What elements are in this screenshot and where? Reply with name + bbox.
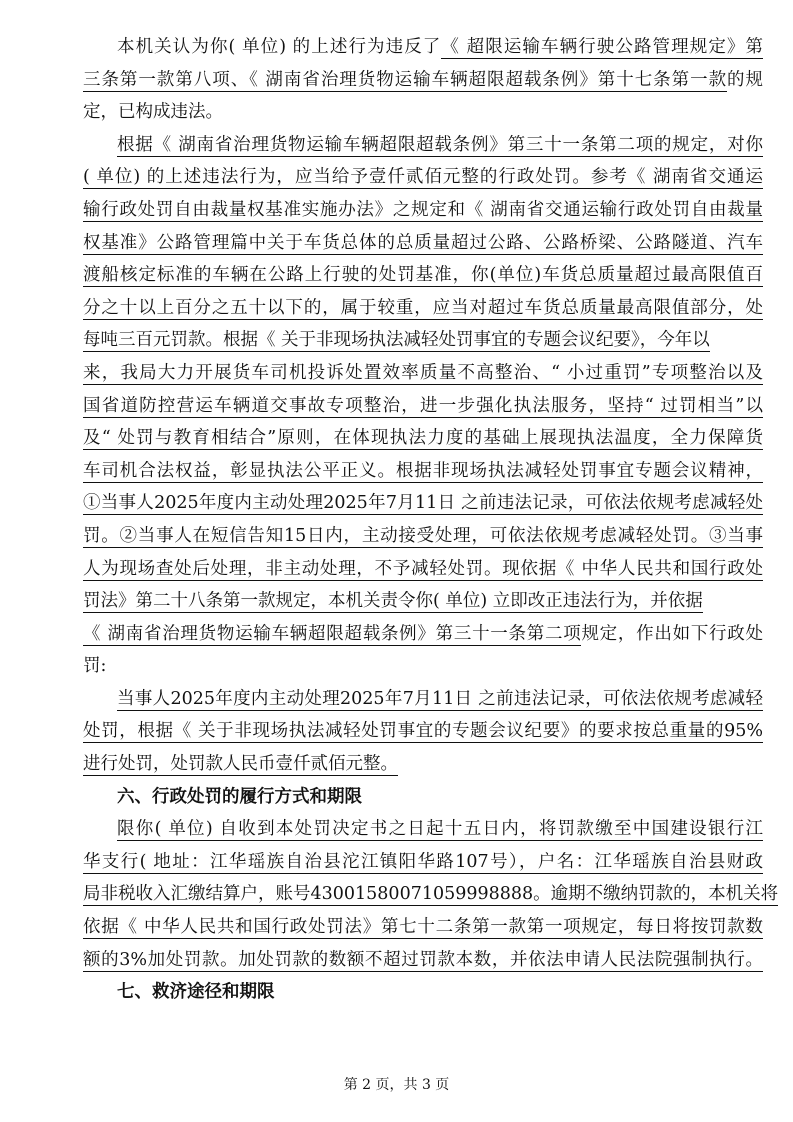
text-line [83, 911, 763, 944]
section-heading [83, 976, 763, 1009]
text-line [83, 96, 763, 129]
underlined-text: ( 单位) 的上述违法行为，应当给予壹仟贰佰元整的行政处罚。参考《 湖南省交通运 [83, 167, 763, 188]
text-line [83, 227, 763, 260]
underlined-text: 处罚，根据《 关于非现场执法减轻处罚事宜的专题会议纪要》的要求按总重量的95% [83, 721, 763, 742]
text-line [83, 292, 763, 325]
underlined-text: 根据《 湖南省治理货物运输车辆超限超载条例》第三十一条第二项的规定，对你 [117, 134, 763, 155]
underlined-text: 进行处罚，处罚款人民币壹仟贰佰元整。 [83, 754, 398, 775]
text-line [83, 422, 763, 455]
text-line [83, 878, 779, 911]
text-line [83, 813, 763, 846]
text-segment: 七、救济途径和期限 [117, 982, 275, 1003]
underlined-text: 罚法》第二十八条第一款规定，本机关责令你( 单位) 立即改正违法行为，并依据 [83, 591, 703, 612]
text-line [83, 520, 763, 553]
underlined-text: 分之十以上百分之五十以下的，属于较重，应当对超过车货总质量最高限值部分，处 [83, 297, 763, 318]
underlined-text: 每吨三百元罚款。根据《 关于非现场执法减轻处罚事宜的专题会议纪要》，今年以 [83, 330, 710, 351]
underlined-text: 国省道防控营运车辆道交事故专项整治，进一步强化执法服务，坚持“ 过罚相当”以 [83, 395, 763, 416]
underlined-text: 限你( 单位) 自收到本处罚决定书之日起十五日内，将罚款缴至中国建设银行江 [117, 819, 763, 840]
text-segment: 定，已构成违法。 [83, 102, 223, 123]
underlined-text: 华支行( 地址：江华瑶族自治县沱江镇阳华路107号），户名：江华瑶族自治县财政 [83, 851, 763, 872]
text-line [83, 161, 763, 194]
text-line [83, 129, 763, 162]
text-line [83, 259, 763, 292]
text-line [83, 748, 763, 781]
text-line [83, 64, 763, 97]
text-line [83, 585, 763, 618]
underlined-text: 输行政处罚自由裁量权基准实施办法》之规定和《 湖南省交通运输行政处罚自由裁量 [83, 199, 763, 220]
underlined-text: 局非税收入汇缴结算户，账号43001580071059998888。逾期不缴纳罚款的，本机关将 [83, 884, 779, 905]
underlined-text: 依据《 中华人民共和国行政处罚法》第七十二条第一款第一项规定，每日将按罚款数 [83, 917, 763, 938]
text-line [83, 715, 763, 748]
underlined-text: 人为现场查处后处理，非主动处理，不予减轻处罚。 [83, 558, 503, 579]
underlined-text: 罚。②当事人在短信告知15日内，主动接受处理，可依法依规考虑减轻处罚。③当事 [83, 525, 763, 546]
underlined-text: 现依据《 中华人民共和国行政处 [502, 558, 764, 579]
text-line [83, 944, 763, 977]
underlined-text: ①当事人2025年度内主动处理2025年7月11日 之前违法记录，可依法依规考虑减轻处 [83, 493, 763, 514]
text-line [83, 553, 763, 586]
text-segment: 规定，作出如下行政处 [581, 623, 764, 644]
underlined-text: 《 超限运输车辆行驶公路管理规定》第 [441, 37, 764, 57]
underlined-text: 车司机合法权益，彰显执法公平正义。根据非现场执法减轻处罚事宜专题会议精神， [83, 460, 763, 481]
text-line [83, 455, 763, 488]
text-line [83, 324, 763, 357]
text-line [83, 618, 763, 651]
underlined-text: 渡船核定标准的车辆在公路上行驶的处罚基准，你(单位)车货总质量超过最高限值百 [83, 265, 763, 286]
text-line [83, 357, 763, 390]
underlined-text: 及“ 处罚与教育相结合”原则，在体现执法力度的基础上展现执法温度，全力保障货 [83, 428, 763, 449]
underlined-text: 额的3%加处罚款。加处罚款的数额不超过罚款本数，并依法申请人民法院强制执行。 [83, 949, 763, 970]
text-line [83, 650, 763, 683]
text-line [83, 390, 763, 423]
underlined-text: 三条第一款第八项、《 湖南省治理货物运输车辆超限超载条例》第十七条第一款 [83, 69, 728, 90]
text-line [83, 846, 763, 879]
underlined-text: 《 湖南省治理货物运输车辆超限超载条例》第三十一条第二项 [83, 623, 582, 644]
text-segment: 六、行政处罚的履行方式和期限 [117, 786, 362, 807]
text-line [83, 683, 763, 716]
page-number: 第 2 页，共 3 页 [343, 1077, 450, 1093]
text-segment: 本机关认为你( 单位) 的上述行为违反了 [117, 37, 442, 57]
text-line [83, 487, 763, 520]
section-heading [83, 781, 763, 814]
document-body [83, 31, 779, 1009]
underlined-text: 权基准》公路管理篇中关于车货总体的总质量超过公路、公路桥梁、公路隧道、汽车 [83, 232, 763, 253]
underlined-text: 当事人2025年度内主动处理2025年7月11日 之前违法记录，可依法依规考虑减轻 [117, 688, 763, 709]
text-line [83, 31, 763, 64]
underlined-text: 来，我局大力开展货车司机投诉处置效率质量不高整治、“ 小过重罚”专项整治以及 [83, 362, 763, 383]
text-segment: 的规 [727, 69, 764, 90]
text-segment: 罚: [83, 656, 107, 677]
text-line [83, 194, 763, 227]
